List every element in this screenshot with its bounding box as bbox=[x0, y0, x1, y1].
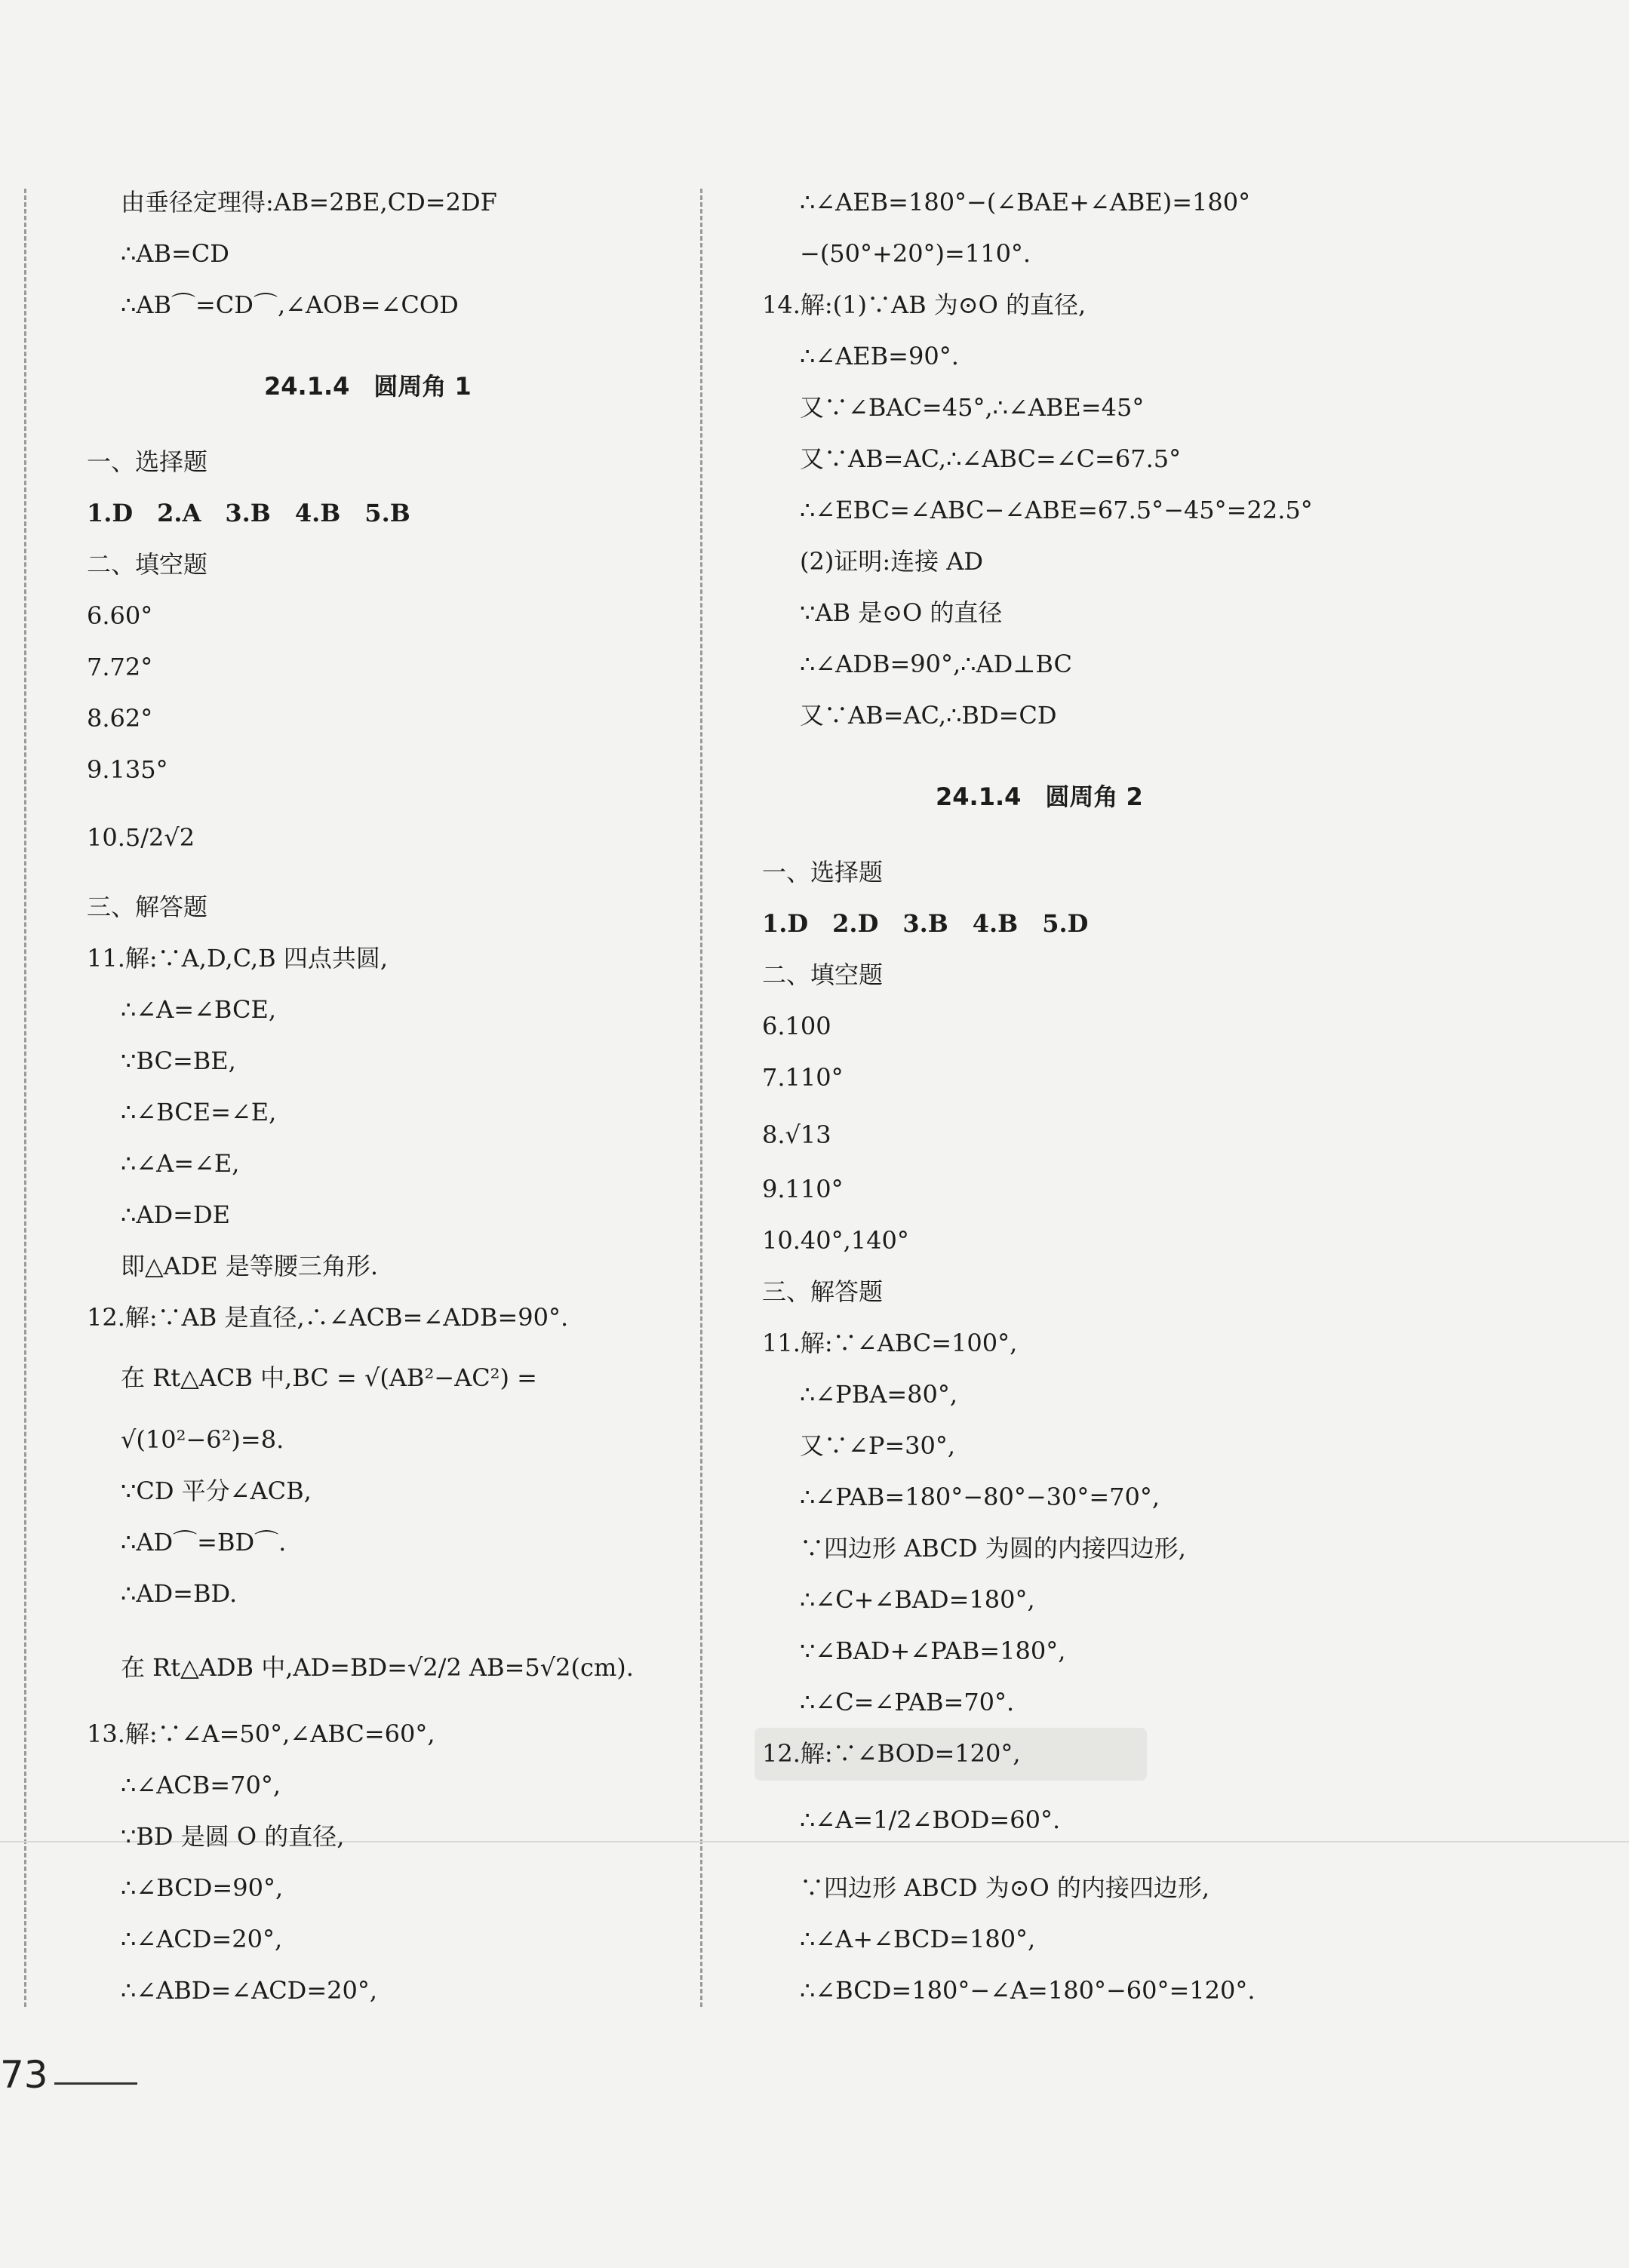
solution-line: ∵CD 平分∠ACB, bbox=[121, 1477, 312, 1505]
solution-line: (2)证明:连接 AD bbox=[800, 547, 984, 576]
subsection-heading: 二、填空题 bbox=[87, 550, 208, 579]
solution-line: ∴∠PBA=80°, bbox=[800, 1380, 958, 1409]
section-heading: 24.1.4 圆周角 1 bbox=[264, 372, 472, 401]
solution-line: ∴∠EBC=∠ABC−∠ABE=67.5°−45°=22.5° bbox=[800, 496, 1313, 524]
solution-line: ∴∠ABD=∠ACD=20°, bbox=[121, 1976, 378, 2005]
solution-line: 又∵AB=AC,∴∠ABC=∠C=67.5° bbox=[800, 444, 1182, 473]
section-heading: 24.1.4 圆周角 2 bbox=[936, 782, 1143, 811]
text-line: ∴AB⌒=CD⌒,∠AOB=∠COD bbox=[121, 290, 459, 319]
solution-line: ∵BD 是圆 O 的直径, bbox=[121, 1822, 345, 1851]
solution-line: ∴∠C=∠PAB=70°. bbox=[800, 1688, 1015, 1716]
subsection-heading: 三、解答题 bbox=[87, 893, 208, 921]
solution-line: ∴∠AEB=180°−(∠BAE+∠ABE)=180° bbox=[800, 188, 1251, 217]
solution-line: 14.解:(1)∵AB 为⊙O 的直径, bbox=[762, 290, 1087, 319]
answer-line: 9.110° bbox=[762, 1175, 844, 1203]
solution-line: ∴AD⌒=BD⌒. bbox=[121, 1528, 287, 1557]
solution-line: ∵四边形 ABCD 为圆的内接四边形, bbox=[800, 1534, 1186, 1563]
answer-line: 7.72° bbox=[87, 653, 153, 681]
solution-line: ∴∠ADB=90°,∴AD⊥BC bbox=[800, 650, 1072, 678]
answer-line: 8.62° bbox=[87, 704, 153, 733]
solution-line: 11.解:∵∠ABC=100°, bbox=[762, 1329, 1018, 1357]
solution-line: ∴∠A=∠BCE, bbox=[121, 995, 277, 1024]
answer-line: 6.100 bbox=[762, 1012, 831, 1040]
solution-line: 在 Rt△ADB 中,AD=BD=√2/2 AB=5√2(cm). bbox=[121, 1653, 634, 1682]
solution-line: ∴∠A=1/2∠BOD=60°. bbox=[800, 1805, 1061, 1834]
solution-line: ∴∠ACD=20°, bbox=[121, 1925, 283, 1953]
answers-line: 1.D 2.D 3.B 4.B 5.D bbox=[762, 909, 1089, 938]
answer-line: 6.60° bbox=[87, 601, 153, 630]
solution-line: ∵∠BAD+∠PAB=180°, bbox=[800, 1636, 1066, 1665]
answer-line: 9.135° bbox=[87, 755, 168, 784]
solution-line: 又∵AB=AC,∴BD=CD bbox=[800, 701, 1057, 730]
solution-line: ∵四边形 ABCD 为⊙O 的内接四边形, bbox=[800, 1873, 1210, 1902]
answer-line: 7.110° bbox=[762, 1063, 844, 1092]
solution-line: 即△ADE 是等腰三角形. bbox=[121, 1252, 379, 1280]
answer-line: 10.40°,140° bbox=[762, 1226, 909, 1255]
solution-line: ∴∠BCE=∠E, bbox=[121, 1098, 277, 1126]
solution-line: 11.解:∵A,D,C,B 四点共圆, bbox=[87, 944, 389, 973]
solution-line: 13.解:∵∠A=50°,∠ABC=60°, bbox=[87, 1719, 435, 1748]
solution-line: ∴∠A=∠E, bbox=[121, 1149, 240, 1178]
solution-line: √(10²−6²)=8. bbox=[121, 1425, 284, 1454]
solution-line: 12.解:∵AB 是直径,∴∠ACB=∠ADB=90°. bbox=[87, 1303, 569, 1332]
solution-line: ∴∠BCD=90°, bbox=[121, 1873, 284, 1902]
solution-line: ∴∠BCD=180°−∠A=180°−60°=120°. bbox=[800, 1976, 1256, 2005]
solution-line: ∴AD=BD. bbox=[121, 1579, 238, 1608]
solution-line: 在 Rt△ACB 中,BC = √(AB²−AC²) = bbox=[121, 1363, 537, 1392]
solution-line: ∵BC=BE, bbox=[121, 1046, 236, 1075]
subsection-heading: 二、填空题 bbox=[762, 960, 884, 989]
left-margin-dashed-line bbox=[24, 189, 26, 2007]
solution-line: 12.解:∵∠BOD=120°, bbox=[762, 1739, 1021, 1768]
page-number-rule bbox=[54, 2082, 137, 2085]
solution-line: ∴∠PAB=180°−80°−30°=70°, bbox=[800, 1483, 1160, 1511]
solution-line: 又∵∠BAC=45°,∴∠ABE=45° bbox=[800, 393, 1145, 422]
solution-line: ∴∠C+∠BAD=180°, bbox=[800, 1585, 1035, 1614]
solution-line: ∴AD=DE bbox=[121, 1200, 230, 1229]
answer-line: 8.√13 bbox=[762, 1120, 831, 1149]
subsection-heading: 三、解答题 bbox=[762, 1277, 884, 1306]
solution-line: 又∵∠P=30°, bbox=[800, 1431, 956, 1460]
solution-line: −(50°+20°)=110°. bbox=[800, 239, 1031, 268]
text-line: 由垂径定理得:AB=2BE,CD=2DF bbox=[121, 188, 497, 217]
solution-line: ∴∠A+∠BCD=180°, bbox=[800, 1925, 1036, 1953]
subsection-heading: 一、选择题 bbox=[762, 858, 884, 887]
answer-line: 10.5/2√2 bbox=[87, 823, 195, 852]
solution-line: ∴∠AEB=90°. bbox=[800, 342, 959, 370]
solution-line: ∵AB 是⊙O 的直径 bbox=[800, 598, 1003, 627]
solution-line: ∴∠ACB=70°, bbox=[121, 1771, 281, 1799]
text-line: ∴AB=CD bbox=[121, 239, 229, 268]
answers-line: 1.D 2.A 3.B 4.B 5.B bbox=[87, 499, 410, 527]
column-divider bbox=[700, 189, 702, 2007]
subsection-heading: 一、选择题 bbox=[87, 447, 208, 476]
page-number: 73 bbox=[0, 2053, 48, 2097]
